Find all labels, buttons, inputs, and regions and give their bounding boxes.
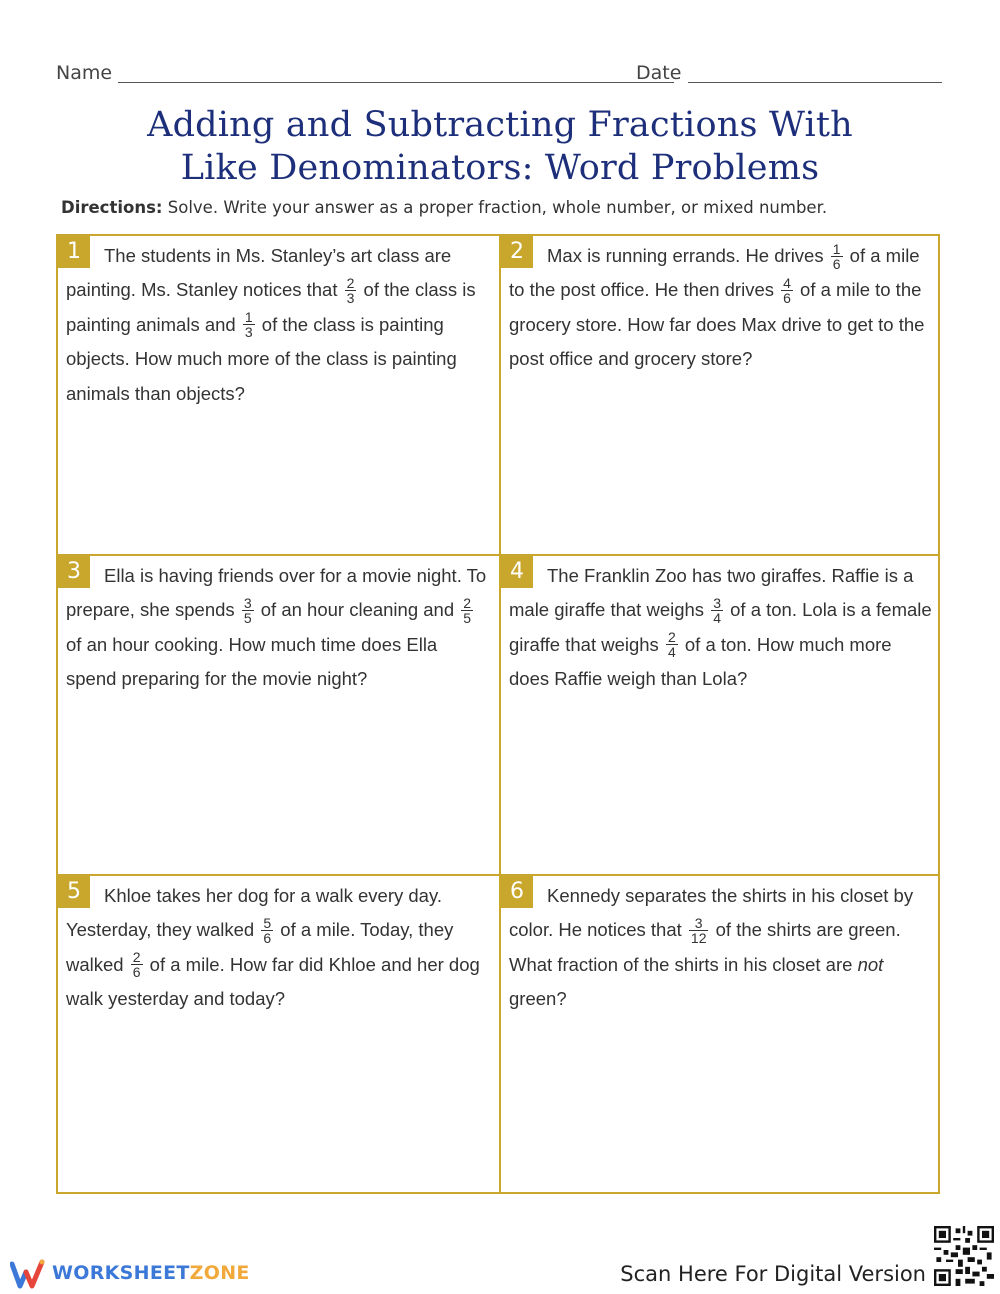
problem-cell-4[interactable]: [501, 556, 942, 874]
fraction: $\frac{2}{3}$: [346, 275, 355, 307]
fraction: $\frac{1}{6}$: [832, 240, 841, 272]
problem-text: Max is running errands. He drives $\frac{1}{6}$ of a mile to the post office. He then drives $\frac{4}{6}$ of a mile to the grocery store. How far does Max drive to get to the post office and grocery store?: [509, 240, 925, 370]
date-field-line[interactable]: [688, 82, 942, 83]
problem-text: Kennedy separates the shirts in his closet by color. He notices that $\frac{3}{12}$ of the shirts are green. What fraction of the shirts in his closet are not green?: [509, 885, 914, 1010]
directions: [61, 198, 941, 217]
fraction: $\frac{5}{6}$: [263, 915, 272, 947]
problem-cell-2[interactable]: [501, 236, 942, 554]
problem-number: 4: [501, 556, 533, 588]
problem-cell-3[interactable]: [58, 556, 499, 874]
problem-grid: [56, 234, 940, 1194]
fraction: $\frac{3}{5}$: [243, 595, 252, 627]
header-row: [56, 62, 944, 88]
page-title: [0, 104, 1000, 190]
date-label: Date: [636, 62, 682, 84]
problem-text: The students in Ms. Stanley’s art class are painting. Ms. Stanley notices that $\frac{2}{3}$ of the class is painting animals and $\frac{1}{3}$ of the class is painting objects. How much more of the class is painting animals than objects?: [66, 245, 476, 404]
problem-number: 6: [501, 876, 533, 908]
problem-text: The Franklin Zoo has two giraffes. Raffie is a male giraffe that weighs $\frac{3}{4}$ of a ton. Lola is a female giraffe that weighs $\frac{2}{4}$ of a ton. How much more does Raffie weigh than Lola?: [509, 565, 932, 690]
problem-text: Ella is having friends over for a movie night. To prepare, she spends $\frac{3}{5}$ of an hour cleaning and $\frac{2}{5}$ of an hour cooking. How much time does Ella spend preparing for the movie night?: [66, 565, 487, 690]
fraction: $\frac{1}{3}$: [244, 309, 253, 341]
logo-text: WORKSHEETZONE: [52, 1262, 250, 1284]
title-line-2: Like Denominators: Word Problems: [180, 148, 820, 188]
problem-number: 3: [58, 556, 90, 588]
problem-text: Khloe takes her dog for a walk every day. Yesterday, they walked $\frac{5}{6}$ of a mile. Today, they walked $\frac{2}{6}$ of a mile. How far did Khloe and her dog walk yesterday and today?: [66, 885, 480, 1010]
directions-text: Solve. Write your answer as a proper fraction, whole number, or mixed number.: [162, 198, 828, 217]
scan-text: Scan Here For Digital Version: [620, 1262, 926, 1286]
problem-number: 2: [501, 236, 533, 268]
fraction: $\frac{4}{6}$: [783, 275, 791, 307]
problem-cell-1[interactable]: [58, 236, 499, 554]
problem-cell-6[interactable]: [501, 876, 942, 1194]
problem-number: 1: [58, 236, 90, 268]
problem-cell-5[interactable]: [58, 876, 499, 1194]
problem-number: 5: [58, 876, 90, 908]
fraction: $\frac{2}{5}$: [463, 595, 472, 627]
fraction: $\frac{2}{6}$: [132, 949, 141, 981]
directions-label: Directions:: [61, 198, 163, 217]
qr-code-icon[interactable]: [934, 1226, 994, 1286]
w-logo-icon: [10, 1258, 46, 1290]
fraction: $\frac{2}{4}$: [667, 629, 676, 661]
fraction: $\frac{3}{12}$: [690, 915, 707, 947]
title-line-1: Adding and Subtracting Fractions With: [147, 105, 853, 145]
name-field-line[interactable]: [118, 82, 674, 83]
fraction: $\frac{3}{4}$: [713, 595, 721, 627]
name-label: Name: [56, 62, 113, 84]
